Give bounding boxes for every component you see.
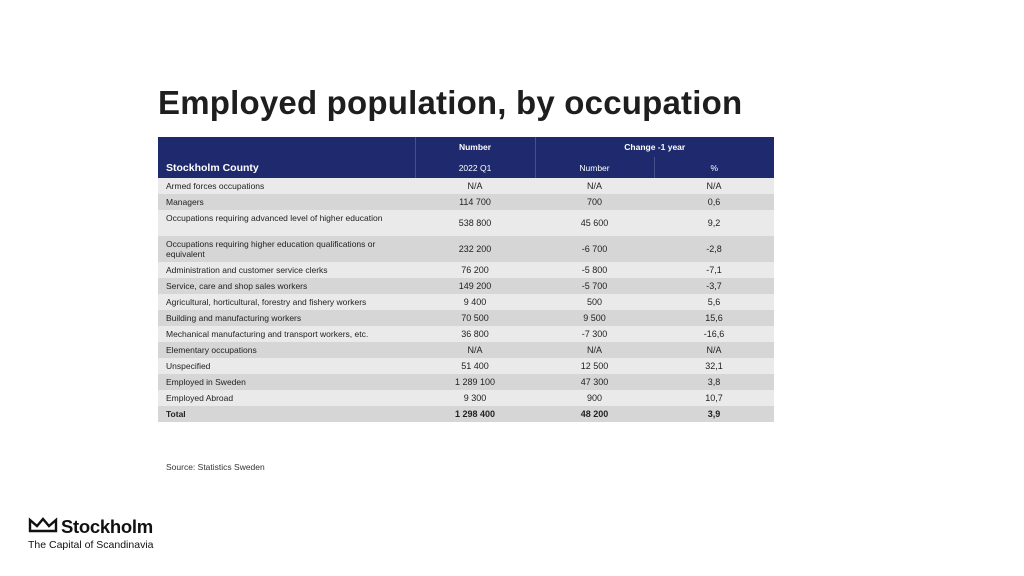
header-empty-cell — [158, 137, 415, 157]
row-number: 9 400 — [415, 294, 535, 310]
row-change-number: 47 300 — [535, 374, 654, 390]
row-change-pct: 0,6 — [654, 194, 774, 210]
row-number: N/A — [415, 178, 535, 194]
row-label: Total — [158, 406, 415, 422]
row-change-pct: N/A — [654, 178, 774, 194]
header-number: Number — [415, 137, 535, 157]
logo-tagline: The Capital of Scandinavia — [28, 539, 154, 551]
row-label: Unspecified — [158, 358, 415, 374]
source-note: Source: Statistics Sweden — [166, 462, 265, 472]
row-number: 70 500 — [415, 310, 535, 326]
row-change-pct: -2,8 — [654, 236, 774, 262]
row-number: 51 400 — [415, 358, 535, 374]
row-number: 149 200 — [415, 278, 535, 294]
header-change-number: Number — [535, 157, 654, 178]
table-row — [158, 310, 774, 326]
row-change-number: -5 700 — [535, 278, 654, 294]
row-change-number: N/A — [535, 342, 654, 358]
row-change-number: 12 500 — [535, 358, 654, 374]
row-change-pct: 3,8 — [654, 374, 774, 390]
row-change-pct: 15,6 — [654, 310, 774, 326]
row-number: 538 800 — [415, 210, 535, 236]
row-label: Mechanical manufacturing and transport workers, etc. — [158, 326, 415, 342]
table-row — [158, 262, 774, 278]
row-label: Agricultural, horticultural, forestry and fishery workers — [158, 294, 415, 310]
row-label: Building and manufacturing workers — [158, 310, 415, 326]
row-label: Elementary occupations — [158, 342, 415, 358]
row-change-pct: 10,7 — [654, 390, 774, 406]
row-change-pct: 5,6 — [654, 294, 774, 310]
table-row — [158, 406, 774, 422]
row-change-number: 48 200 — [535, 406, 654, 422]
row-change-pct: -3,7 — [654, 278, 774, 294]
row-label: Service, care and shop sales workers — [158, 278, 415, 294]
row-label: Managers — [158, 194, 415, 210]
row-number: 76 200 — [415, 262, 535, 278]
row-number: N/A — [415, 342, 535, 358]
header-region: Stockholm County — [158, 157, 415, 178]
table-row — [158, 178, 774, 194]
table-subheader-row — [158, 157, 774, 178]
row-number: 114 700 — [415, 194, 535, 210]
row-change-pct: -7,1 — [654, 262, 774, 278]
row-change-number: -5 800 — [535, 262, 654, 278]
table-row — [158, 342, 774, 358]
header-period: 2022 Q1 — [415, 157, 535, 178]
occupation-table — [158, 137, 774, 422]
table-row — [158, 390, 774, 406]
table-row — [158, 326, 774, 342]
row-change-pct: 9,2 — [654, 210, 774, 236]
stockholm-logo — [28, 516, 154, 551]
row-change-pct: N/A — [654, 342, 774, 358]
row-change-number: 700 — [535, 194, 654, 210]
row-label: Occupations requiring higher education qualifications or equivalent — [158, 236, 415, 262]
table-header-row — [158, 137, 774, 157]
row-label: Administration and customer service clerks — [158, 262, 415, 278]
row-change-number: 500 — [535, 294, 654, 310]
table-row — [158, 210, 774, 236]
row-change-number: N/A — [535, 178, 654, 194]
row-label: Employed in Sweden — [158, 374, 415, 390]
row-change-number: -6 700 — [535, 236, 654, 262]
header-change-pct: % — [654, 157, 774, 178]
table-row — [158, 294, 774, 310]
row-number: 1 289 100 — [415, 374, 535, 390]
row-label: Armed forces occupations — [158, 178, 415, 194]
row-change-number: -7 300 — [535, 326, 654, 342]
crown-icon — [28, 517, 58, 538]
table-row — [158, 358, 774, 374]
row-change-pct: 32,1 — [654, 358, 774, 374]
row-change-pct: -16,6 — [654, 326, 774, 342]
row-number: 232 200 — [415, 236, 535, 262]
table-row — [158, 236, 774, 262]
row-number: 1 298 400 — [415, 406, 535, 422]
row-label: Occupations requiring advanced level of higher education — [158, 210, 415, 236]
table-row — [158, 374, 774, 390]
row-change-number: 900 — [535, 390, 654, 406]
table-row — [158, 278, 774, 294]
logo-wordmark: Stockholm — [61, 516, 153, 537]
row-change-number: 9 500 — [535, 310, 654, 326]
row-change-pct: 3,9 — [654, 406, 774, 422]
header-change: Change -1 year — [535, 137, 774, 157]
row-number: 9 300 — [415, 390, 535, 406]
row-change-number: 45 600 — [535, 210, 654, 236]
row-number: 36 800 — [415, 326, 535, 342]
page-title: Employed population, by occupation — [158, 84, 743, 121]
table-row — [158, 194, 774, 210]
row-label: Employed Abroad — [158, 390, 415, 406]
